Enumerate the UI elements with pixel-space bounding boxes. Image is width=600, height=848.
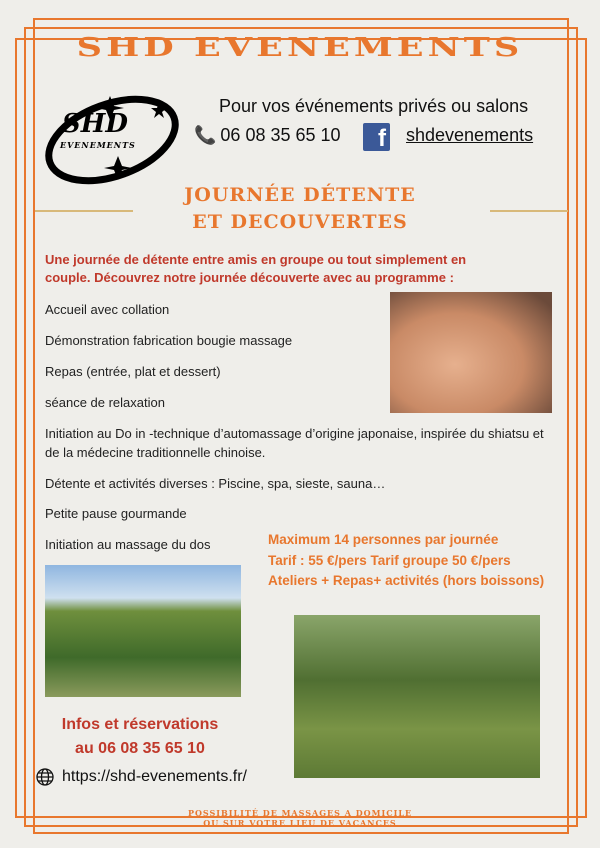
venue-photo [45, 565, 241, 697]
website-link[interactable]: https://shd-evenements.fr/ [62, 768, 247, 785]
tagline: Pour vos événements privés ou salons [219, 96, 529, 116]
website[interactable] [36, 768, 247, 786]
event-title-line2: ET DECOUVERTES [192, 211, 408, 233]
brand-title: SHD EVENEMENTS [76, 33, 524, 63]
info-line: Ateliers + Repas+ activités (hors boissons) [268, 573, 545, 588]
facebook-icon[interactable]: f [363, 123, 390, 151]
svg-text:EVENEMENTS: EVENEMENTS [60, 140, 136, 150]
reservation-phone: au 06 08 35 65 10 [75, 740, 205, 757]
event-title-line1: JOURNÉE DÉTENTE [184, 184, 416, 206]
program-item: Démonstration fabrication bougie massage [45, 333, 293, 348]
footer-line: OU SUR VOTRE LIEU DE VACANCES [203, 818, 397, 828]
reservation-label: Infos et réservations [61, 716, 219, 733]
massage-photo [390, 292, 552, 413]
program-item: Initiation au massage du dos [45, 537, 211, 552]
program-item: séance de relaxation [45, 395, 165, 410]
phone-icon: 📞 [194, 125, 217, 145]
info-line: Tarif : 55 €/pers Tarif groupe 50 €/pers [268, 552, 511, 568]
footer-line: POSSIBILITÉ DE MASSAGES A DOMICILE [187, 808, 413, 818]
program-item: Repas (entrée, plat et dessert) [45, 364, 221, 379]
globe-icon [36, 768, 54, 786]
footer-note [0, 808, 600, 828]
program-item: Initiation au Do in -technique d’automassage d’origine japonaise, inspirée du shiatsu et de la médecine traditionnelle chinoise. [45, 426, 544, 460]
program-item: Accueil avec collation [45, 302, 170, 317]
shd-logo [42, 82, 182, 194]
program-item: Petite pause gourmande [45, 506, 187, 521]
reservation-info [45, 713, 235, 761]
phone-contact [194, 125, 341, 146]
program-item: Détente et activités diverses : Piscine, spa, sieste, sauna… [45, 476, 386, 491]
phone-number: 06 08 35 65 10 [220, 125, 341, 145]
divider [490, 210, 568, 212]
svg-text:SHD: SHD [62, 109, 128, 139]
info-line: Maximum 14 personnes par journée [268, 532, 499, 547]
event-info [268, 530, 544, 592]
relaxation-photo [294, 615, 540, 778]
divider [35, 210, 133, 212]
event-intro: Une journée de détente entre amis en groupe ou tout simplement en couple. Découvrez notre journée découverte avec au programme : [45, 252, 467, 285]
facebook-link[interactable]: shdevenements [406, 125, 534, 145]
